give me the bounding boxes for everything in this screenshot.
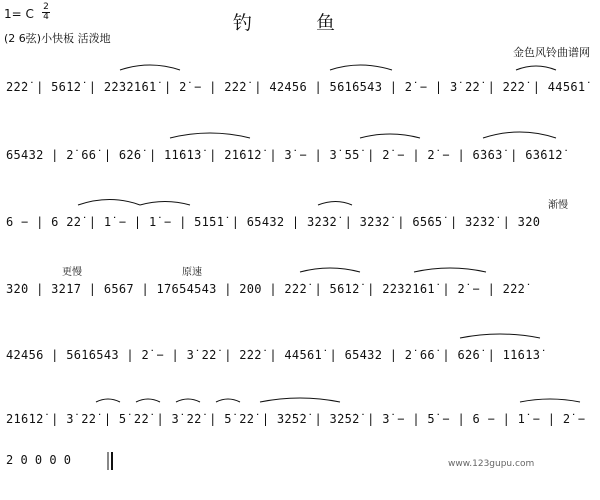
time-signature-bottom: 4: [43, 12, 49, 22]
final-measure: 2 0 0 0 0: [6, 453, 72, 467]
score-row-4: 3̇2̇0 | 3̇2̇1̇7 | 6567 | 1̇7654543 | 200 | 2̇2̇2̇ | 56̇1̇2̇ | 2̇2̇3̇2̇1̇6̇1̇ | 2̇ − | 2̇2̇2̇: [6, 282, 526, 296]
tempo-marking: (2 6弦)小快板 活泼地: [4, 32, 111, 45]
direction-original-tempo: 原速: [182, 267, 202, 278]
score-row-1: 2̇2̇2̇ | 56̇1̇2̇ | 2̇2̇3̇2̇1̇6̇1̇ | 2̇ − | 2̇2̇2̇ | 42456 | 56̇1̇6543 | 2̇ − | 3̇ 2̇2̇ | 2̇2̇2̇ | 4456̇1̇: [6, 80, 586, 94]
score-row-6: 2̇1̇6̇1̇2̇ | 3̇ 2̇2̇ | 5̇ 2̇2̇ | 3̇ 2̇2̇ | 5̇ 2̇2̇ | 3̇2̇5̇2̇ | 3̇2̇5̇2̇ | 3̇ − | 5̇ − | 6 − | 1̇ − | 2̇ −: [6, 412, 586, 426]
score-row-3: 6 − | 6 2̇2̇ | 1̇ − | 1̇ − | 5̇1̇5̇1̇ | 65432 | 3̇2̇3̇2̇ | 3̇2̇3̇2̇ | 6̇5̇6̇5̇ | 3̇2̇3̇2̇ | 3̇2̇0: [6, 215, 541, 229]
title-char-2: 鱼: [316, 12, 336, 34]
title-char-1: 钓: [233, 12, 253, 34]
watermark: www.123gupu.com: [448, 459, 535, 469]
key-signature: 1= C: [4, 7, 34, 21]
time-signature-top: 2: [43, 2, 49, 12]
page-title: [233, 8, 335, 35]
direction-slower: 渐慢: [548, 200, 568, 211]
score-row-2: 65432 | 2̇ 66̇ | 6̇2̇6̇ | 1̇1̇6̇1̇3̇ | 2̇1̇6̇1̇2̇ | 3̇ − | 3̇ 5̇5̇ | 2̇ − | 2̇ − | 6̇3̇6̇3̇ | 6̇3̇6̇1̇2̇: [6, 148, 563, 162]
time-signature: [42, 3, 50, 22]
score-row-5: 42456 | 56̇1̇6543 | 2̇ − | 3̇ 2̇2̇ | 2̇2̇2̇ | 4456̇1̇ | 65432 | 2̇ 66̇ | 6̇2̇6̇ | 1̇1̇6̇1̇3̇: [6, 348, 541, 362]
site-name: 金色风铃曲谱网: [513, 46, 590, 59]
direction-more-slowly: 更慢: [62, 267, 82, 278]
